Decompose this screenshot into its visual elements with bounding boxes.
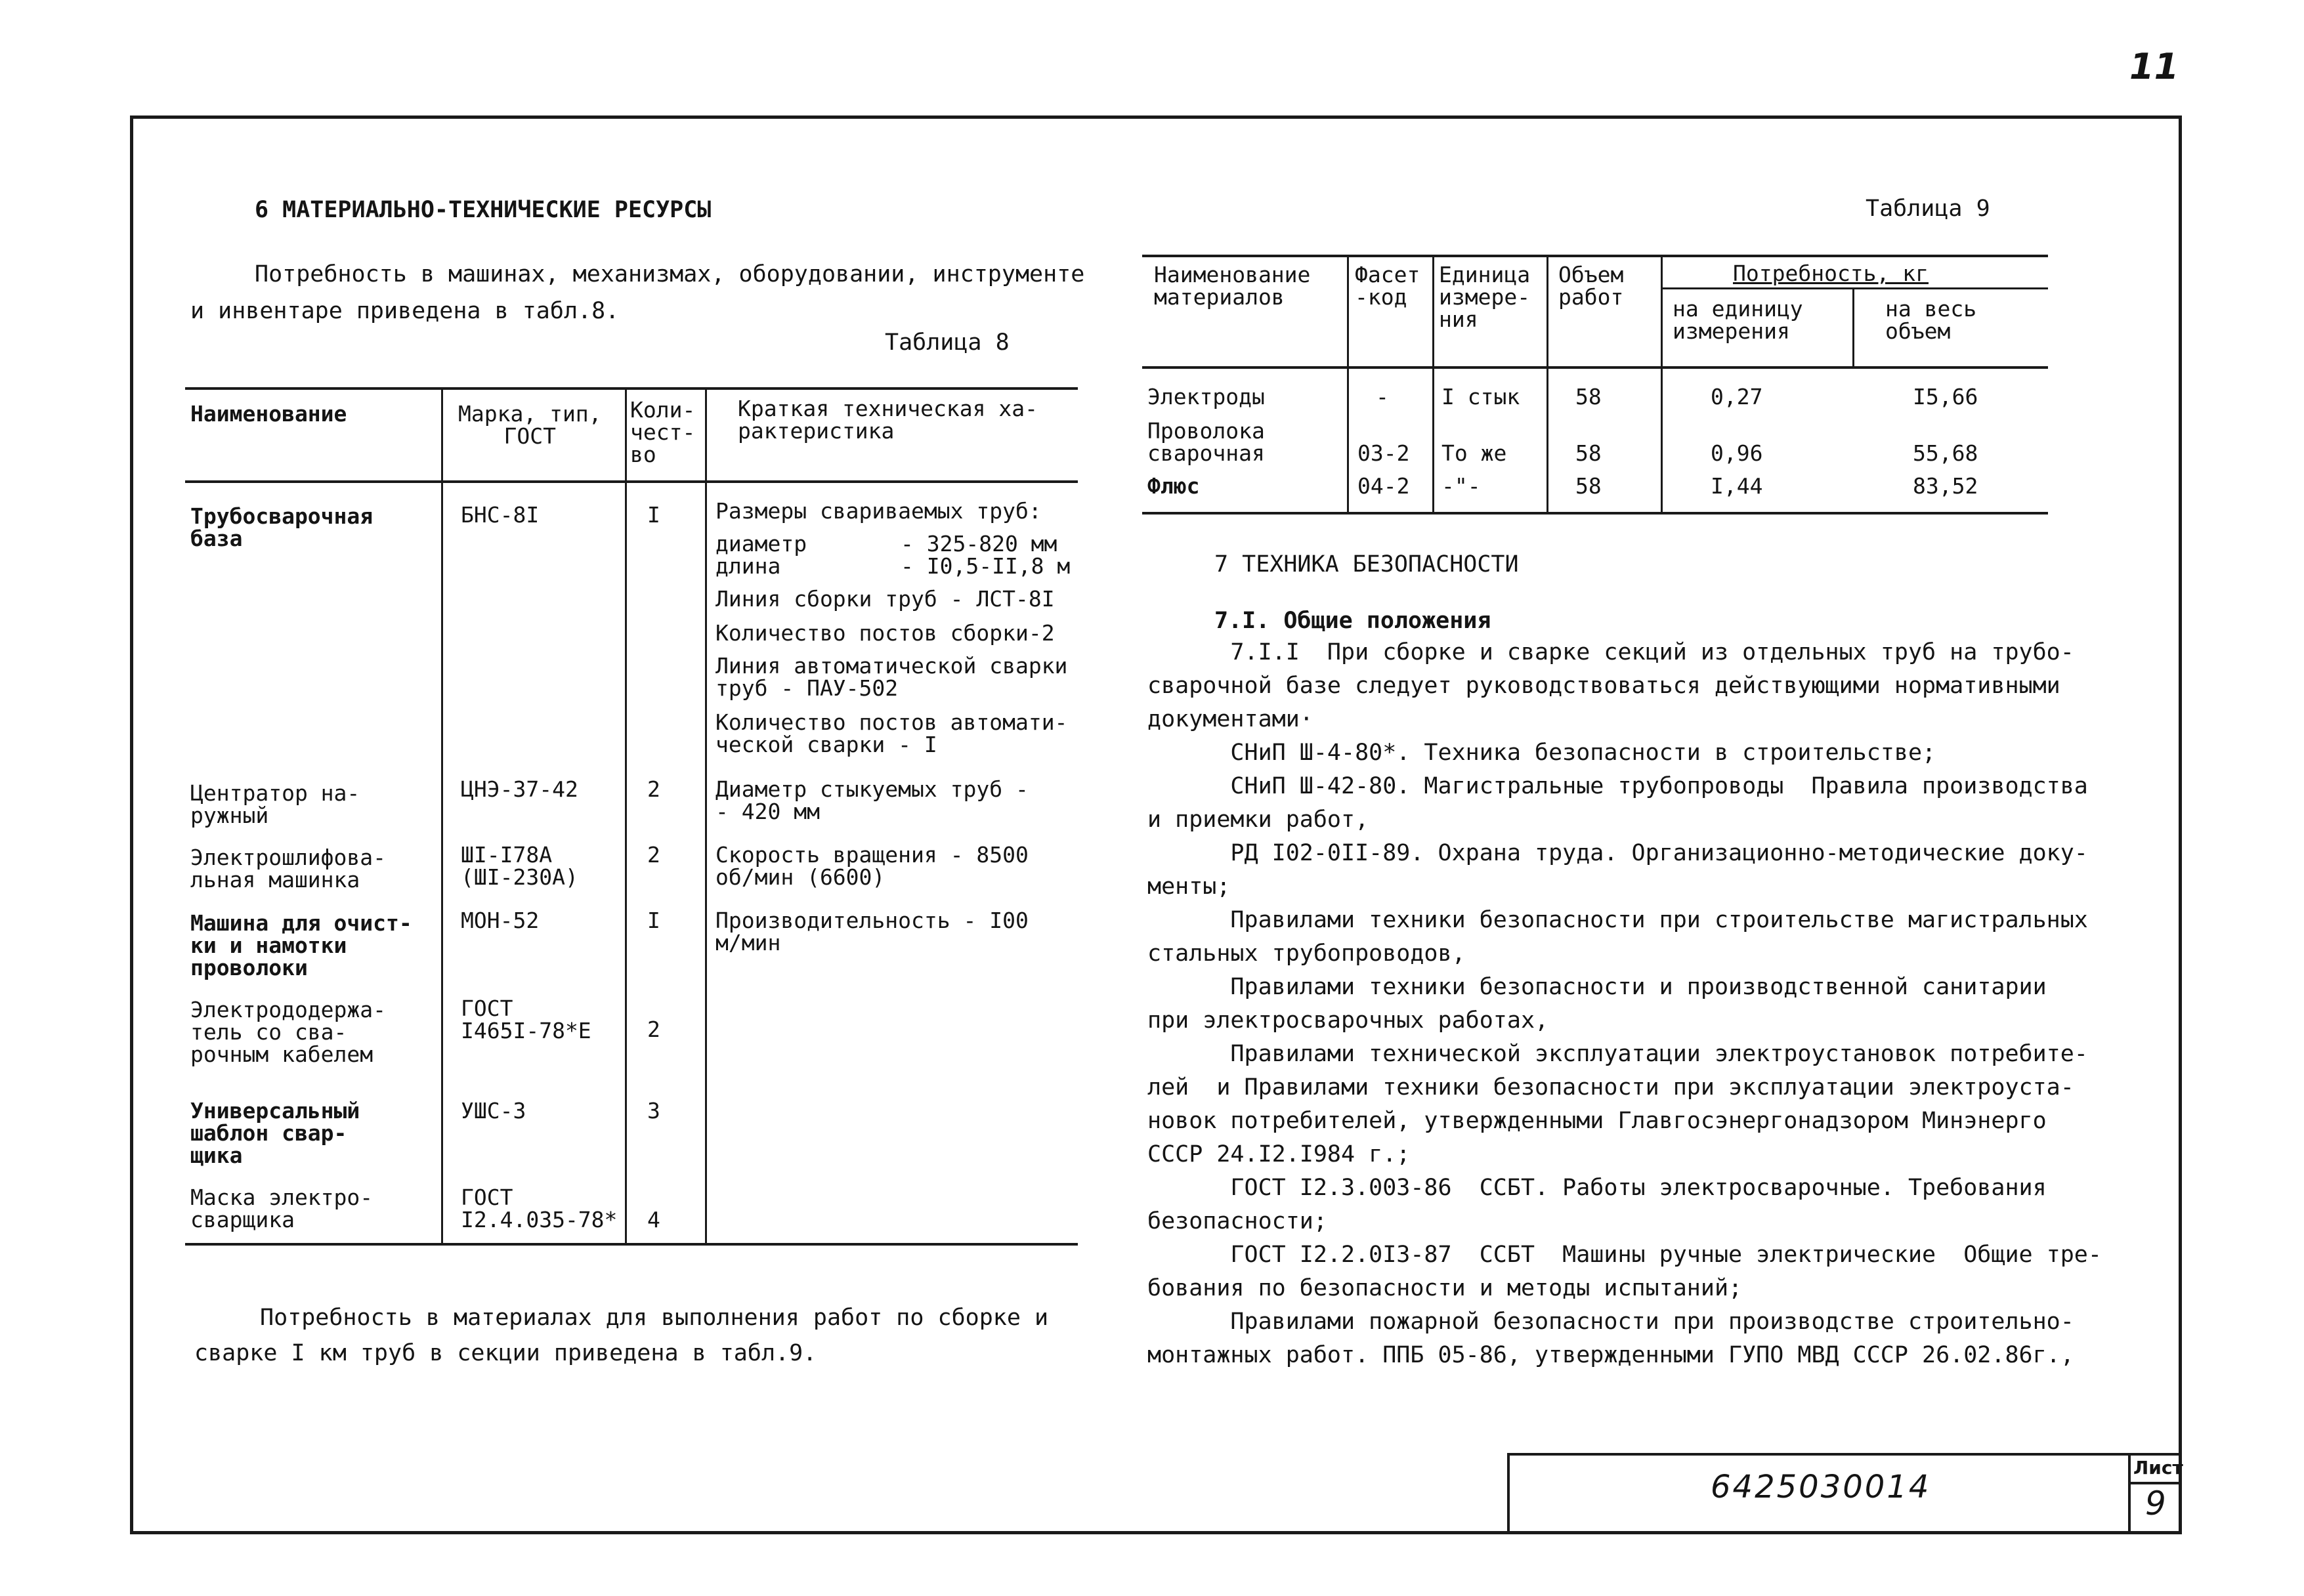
table8-auto-weld-posts: Количество постов автомати- ческой сварки - I (715, 709, 1068, 757)
table9-row1-total: I5,66 (1913, 384, 1978, 410)
section7-line: 7.I.I При сборке и сварке секций из отдельных труб на трубо- (1147, 639, 2074, 665)
table8-row1-name: Трубосварочная база (190, 503, 373, 551)
table8-length-value: - I0,5-II,8 м (901, 553, 1071, 579)
section7-line: ГОСТ I2.3.003-86 ССБТ. Работы электросварочные. Требования (1147, 1175, 2047, 1201)
section7-line: сварочной базе следует руководствоваться действующими нормативными (1147, 673, 2060, 699)
table8-row4-mark: МОН-52 (461, 908, 540, 933)
table9-col-divider-4 (1661, 255, 1663, 512)
table8-col-divider-1 (441, 387, 443, 1243)
table8-header-qty: Коли- чест- во (630, 397, 696, 467)
table9-header-name: Наименование материалов (1154, 262, 1311, 310)
table9-caption: Таблица 9 (1866, 196, 1990, 222)
section7-line: при электросварочных работах, (1147, 1007, 1549, 1034)
table8-row5-mark: ГОСТ I465I-78*Е (461, 996, 591, 1043)
table9-header-total: на весь объем (1885, 296, 1977, 344)
section7-line: ГОСТ I2.2.0I3-87 ССБТ Машины ручные электрические Общие тре- (1147, 1242, 2102, 1268)
table9-row1-name: Электроды (1147, 384, 1265, 410)
table8-row2-char: Диаметр стыкуемых труб - - 420 мм (715, 776, 1029, 824)
table9-row1-unit: I стык (1441, 384, 1520, 410)
table8-auto-weld-line: Линия автоматической сварки труб - ПАУ-502 (715, 653, 1068, 701)
section7-line: стальных трубопроводов, (1147, 940, 1466, 967)
table9-top-rule (1142, 255, 2048, 257)
section6-intro-line1: Потребность в машинах, механизмах, оборудовании, инструменте (255, 261, 1085, 287)
table9-header-rule (1142, 366, 2048, 369)
table9-header-unit: Единица измере- ния (1439, 262, 1531, 332)
table8-row3-char: Скорость вращения - 8500 об/мин (6600) (715, 842, 1029, 890)
document-code: 6425030014 (1711, 1469, 1931, 1505)
table8-assembly-posts: Количество постов сборки-2 (715, 620, 1055, 646)
table8-row7-mark: ГОСТ I2.4.035-78* (461, 1185, 618, 1232)
section7-line: документами· (1147, 706, 1313, 732)
table9-header-per-unit: на единицу измерения (1673, 296, 1803, 344)
table9-header-volume: Объем работ (1558, 262, 1624, 310)
table9-row3-unit: -"- (1441, 473, 1481, 499)
table9-row1-per-unit: 0,27 (1711, 384, 1763, 410)
table8-assembly-line: Линия сборки труб - ЛСТ-8I (715, 586, 1055, 612)
section6-title: 6 МАТЕРИАЛЬНО-ТЕХНИЧЕСКИЕ РЕСУРСЫ (255, 197, 712, 223)
table8-row6-mark: УШС-3 (461, 1098, 526, 1124)
table8-row2-name: Центратор на- ружный (190, 780, 360, 828)
table9-row2-unit: То же (1441, 440, 1507, 466)
section7-line: СНиП Ш-4-80*. Техника безопасности в строительстве; (1147, 740, 1936, 766)
table9-row1-facet: - (1376, 384, 1389, 410)
table8-diameter-label: диаметр (715, 531, 807, 556)
section7-line: менты; (1147, 873, 1231, 900)
section7-line: монтажных работ. ППБ 05-86, утвержденными ГУПО МВД СССР 26.02.86г., (1147, 1342, 2074, 1368)
table9-row3-volume: 58 (1575, 473, 1602, 499)
table9-bottom-rule (1142, 512, 2048, 514)
table8-row6-name: Универсальный шаблон свар- щика (190, 1098, 360, 1168)
section7-line: СССР 24.I2.I984 г.; (1147, 1141, 1411, 1167)
section7-line: лей и Правилами техники безопасности при эксплуатации электроуста- (1147, 1074, 2074, 1101)
section7-line: СНиП Ш-42-80. Магистральные трубопроводы Правила производства (1147, 773, 2088, 799)
section7-line: Правилами технической эксплуатации электроустановок потребите- (1147, 1041, 2088, 1067)
table9-row2-volume: 58 (1575, 440, 1602, 466)
table8-header-mark: Марка, тип, ГОСТ (458, 401, 602, 449)
table9-need-rule (1662, 287, 2048, 289)
table9-row3-name: Флюс (1147, 473, 1200, 499)
table8-row1-mark: БНС-8I (461, 502, 540, 528)
table8-header-char: Краткая техническая ха- рактеристика (738, 396, 1038, 444)
table8-row2-mark: ЦНЭ-37-42 (461, 776, 578, 802)
section7-body (1147, 638, 2102, 1370)
section6-intro-line2: и инвентаре приведена в табл.8. (190, 298, 620, 324)
table9-row3-per-unit: I,44 (1711, 473, 1763, 499)
table8-row6-qty: 3 (647, 1098, 660, 1124)
table9-header-facet: Фасет -код (1355, 262, 1420, 310)
table8-row4-qty: I (647, 908, 660, 933)
section7-line: новок потребителей, утвержденными Главгосэнергонадзором Минэнерго (1147, 1108, 2047, 1134)
table9-row2-facet: 03-2 (1357, 440, 1410, 466)
table8-row2-qty: 2 (647, 776, 660, 802)
table9-col-divider-2 (1432, 255, 1434, 512)
section7-subtitle: 7.I. Общие положения (1214, 608, 1491, 634)
section7-line: и приемки работ, (1147, 807, 1369, 833)
table8-row3-name: Электрошлифова- льная машинка (190, 845, 387, 892)
table8-col-divider-2 (625, 387, 627, 1243)
table9-row3-total: 83,52 (1913, 473, 1978, 499)
sheet-label: Лист (2133, 1457, 2183, 1479)
section7-line: Правилами пожарной безопасности при производстве строительно- (1147, 1309, 2074, 1335)
section7-line: бования по безопасности и методы испытаний; (1147, 1275, 1743, 1301)
section7-line: Правилами техники безопасности при строительстве магистральных (1147, 907, 2088, 933)
table8-row3-qty: 2 (647, 842, 660, 868)
table9-row2-name: Проволока сварочная (1147, 418, 1265, 466)
table9-col-divider-5 (1852, 287, 1854, 366)
table9-row2-total: 55,68 (1913, 440, 1978, 466)
page-number: 11 (2129, 46, 2179, 87)
table9-col-divider-1 (1347, 255, 1349, 512)
table9-col-divider-3 (1547, 255, 1548, 512)
table8-row5-name: Электрододержа- тель со сва- рочным кабелем (190, 997, 387, 1067)
table9-row3-facet: 04-2 (1357, 473, 1410, 499)
table9-row1-volume: 58 (1575, 384, 1602, 410)
table8-header-name: Наименование (190, 401, 347, 427)
table8-row4-char: Производительность - I00 м/мин (715, 908, 1029, 956)
table8-col-divider-3 (705, 387, 707, 1243)
table8-top-rule (185, 387, 1078, 390)
table8-row7-name: Маска электро- сварщика (190, 1185, 373, 1232)
table8-row7-qty: 4 (647, 1207, 660, 1232)
table8-row1-char: Размеры свариваемых труб: (715, 498, 1042, 524)
sheet-number: 9 (2145, 1484, 2166, 1522)
section7-line: безопасности; (1147, 1208, 1327, 1234)
sheet-cell-divider (2128, 1453, 2131, 1534)
section7-line: Правилами техники безопасности и производственной санитарии (1147, 974, 2047, 1000)
table8-row5-qty: 2 (647, 1017, 660, 1042)
section7-title: 7 ТЕХНИКА БЕЗОПАСНОСТИ (1214, 551, 1519, 578)
section7-line: РД I02-0II-89. Охрана труда. Организационно-методические доку- (1147, 840, 2088, 866)
table8-caption: Таблица 8 (885, 329, 1010, 356)
table9-row2-per-unit: 0,96 (1711, 440, 1763, 466)
table8-header-rule (185, 480, 1078, 483)
table8-row4-name: Машина для очист- ки и намотки проволоки (190, 910, 412, 980)
table8-diameter-value: - 325-820 мм (901, 531, 1057, 556)
table8-row1-qty: I (647, 502, 660, 528)
table8-row3-mark: ШI-I78А (ШI-230А) (461, 842, 578, 890)
section6-outro-line1: Потребность в материалах для выполнения работ по сборке и (260, 1305, 1049, 1331)
table9-header-need: Потребность, кг (1733, 261, 1929, 286)
table8-length-label: длина (715, 553, 781, 579)
table8-bottom-rule (185, 1243, 1078, 1246)
section6-outro-line2: сварке I км труб в секции приведена в табл.9. (194, 1340, 817, 1366)
